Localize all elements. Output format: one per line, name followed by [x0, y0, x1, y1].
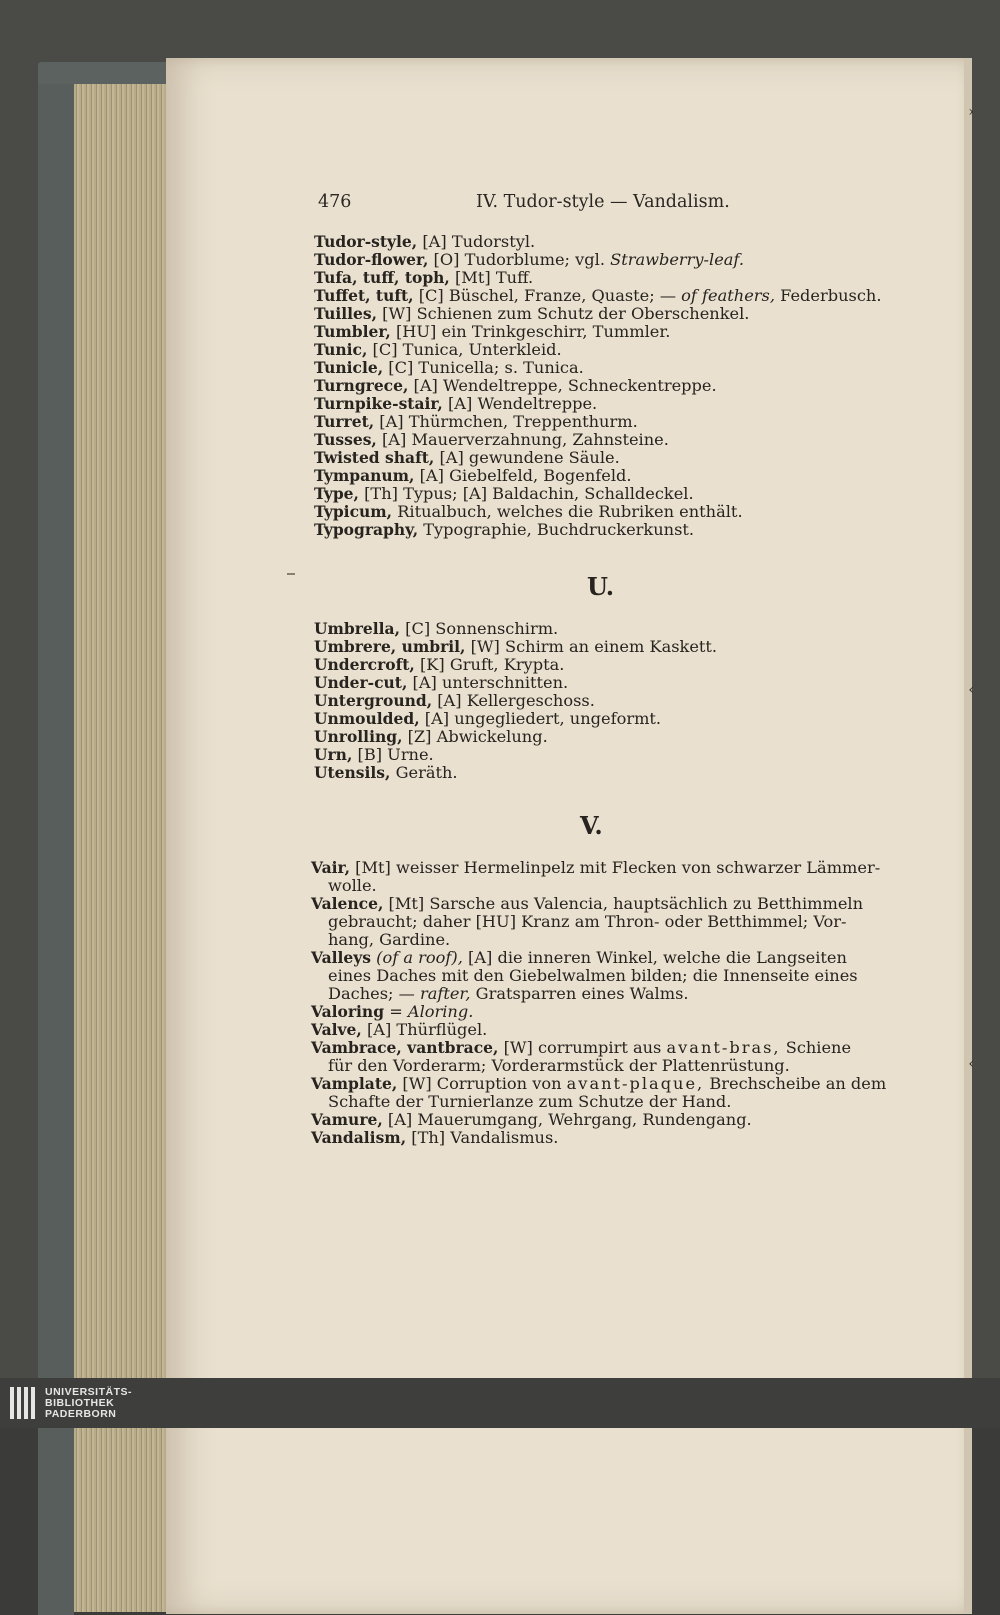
definition: Gratsparren eines Walms.: [470, 984, 689, 1003]
logo-line: PADERBORN: [45, 1407, 117, 1420]
entry-valleys-cont: [311, 985, 886, 1003]
dictionary-entry: [314, 413, 894, 431]
dictionary-entry: [314, 710, 894, 728]
dictionary-entry: [314, 638, 894, 656]
dictionary-entry: [314, 467, 894, 485]
page-number: 476: [318, 192, 352, 212]
margin-mark: [287, 573, 295, 575]
headword: Turnpike-stair,: [314, 394, 443, 413]
definition: [A] Tudorstyl.: [417, 232, 536, 251]
entry-vamplate: [311, 1075, 886, 1093]
italic-term: Strawberry-leaf.: [610, 250, 744, 269]
dictionary-entry: [314, 656, 894, 674]
sub-term: rafter,: [419, 984, 471, 1003]
definition: [A] gewundene Säule.: [434, 448, 620, 467]
definition: [A] die inneren Winkel, welche die Langseiten: [462, 948, 847, 967]
definition: [HU] ein Trinkgeschirr, Tummler.: [390, 322, 671, 341]
dictionary-entry: [314, 485, 894, 503]
section-v-entries: [311, 859, 886, 1147]
dictionary-entry: [314, 287, 894, 305]
definition: [Mt] Sarsche aus Valencia, hauptsächlich zu Betthimmeln: [383, 894, 864, 913]
definition: Geräth.: [390, 763, 458, 782]
headword: Valleys: [311, 948, 372, 967]
definition: Typographie, Buchdruckerkunst.: [418, 520, 695, 539]
spaced-term: avant-plaque,: [566, 1074, 705, 1093]
dictionary-entry: [314, 431, 894, 449]
margin-mark: ›: [968, 104, 974, 120]
headword: Tunicle,: [314, 358, 384, 377]
definition: [K] Gruft, Krypta.: [414, 655, 565, 674]
headword: Tympanum,: [314, 466, 415, 485]
definition: [O] Tudorblume; vgl.: [428, 250, 611, 269]
definition: für den Vorderarm; Vorderarmstück der Plattenrüstung.: [328, 1056, 790, 1075]
margin-mark: ‹: [968, 1056, 974, 1072]
definition: Schiene: [780, 1038, 852, 1057]
usage: (of a roof),: [371, 948, 463, 967]
entry-vamure: [311, 1111, 886, 1129]
headword: Vandalism,: [311, 1128, 407, 1147]
definition: [C] Büschel, Franze, Quaste; —: [413, 286, 682, 305]
definition: Brechscheibe an dem: [704, 1074, 887, 1093]
definition: [A] Wendeltreppe.: [442, 394, 598, 413]
definition: Daches; —: [328, 984, 420, 1003]
definition: [Mt] weisser Hermelinpelz mit Flecken von schwarzer Lämmer-: [349, 858, 881, 877]
definition: [Z] Abwickelung.: [402, 727, 548, 746]
entry-valence: [311, 895, 886, 913]
headword: Unrolling,: [314, 727, 403, 746]
headword: Typicum,: [314, 502, 393, 521]
definition: =: [384, 1002, 408, 1021]
definition: [A] unterschnitten.: [407, 673, 569, 692]
entry-vambrace: [311, 1039, 886, 1057]
letter-heading-u: U.: [587, 572, 615, 601]
dictionary-entry: [314, 503, 894, 521]
logo-line: BIBLIOTHEK: [45, 1396, 115, 1409]
definition: hang, Gardine.: [328, 930, 451, 949]
definition: [Mt] Tuff.: [449, 268, 534, 287]
section-u-entries: [314, 620, 894, 782]
dictionary-entry: [314, 746, 894, 764]
headword: Urn,: [314, 745, 353, 764]
headword: Tuilles,: [314, 304, 378, 323]
dictionary-entry: [314, 521, 894, 539]
dictionary-entry: [314, 692, 894, 710]
headword: Tumbler,: [314, 322, 391, 341]
headword: Turret,: [314, 412, 375, 431]
library-logo-icon: [10, 1387, 35, 1419]
definition: [Th] Typus; [A] Baldachin, Schalldeckel.: [358, 484, 694, 503]
headword: Typography,: [314, 520, 419, 539]
italic-term: of feathers,: [681, 286, 775, 305]
dictionary-entry: [314, 305, 894, 323]
definition: [A] Mauerumgang, Wehrgang, Rundengang.: [382, 1110, 752, 1129]
spaced-term: avant-bras,: [666, 1038, 781, 1057]
dictionary-entry: [314, 449, 894, 467]
headword: Utensils,: [314, 763, 391, 782]
definition: gebraucht; daher [HU] Kranz am Thron- oder Betthimmel; Vor-: [328, 912, 847, 931]
definition: [C] Sonnenschirm.: [400, 619, 559, 638]
entry-valleys-cont: [311, 967, 886, 985]
headword: Umbrere, umbril,: [314, 637, 466, 656]
definition: eines Daches mit den Giebelwalmen bilden; die Innenseite eines: [328, 966, 858, 985]
definition: [W] corrumpirt aus: [498, 1038, 667, 1057]
dictionary-entry: [314, 620, 894, 638]
cross-reference: Aloring.: [407, 1002, 474, 1021]
definition: [A] ungegliedert, ungeformt.: [419, 709, 662, 728]
headword: Under-cut,: [314, 673, 408, 692]
book-cover-corner: [38, 62, 178, 84]
headword: Valve,: [311, 1020, 362, 1039]
headword: Type,: [314, 484, 359, 503]
dictionary-entry: [314, 377, 894, 395]
dictionary-entry: [314, 728, 894, 746]
headword: Valoring: [311, 1002, 385, 1021]
headword: Vamure,: [311, 1110, 383, 1129]
dictionary-entry: [314, 269, 894, 287]
definition: [W] Schienen zum Schutz der Oberschenkel.: [377, 304, 750, 323]
dictionary-entry: [314, 323, 894, 341]
definition: [A] Kellergeschoss.: [432, 691, 595, 710]
headword: Twisted shaft,: [314, 448, 435, 467]
library-logo: [10, 1382, 132, 1424]
headword: Tudor-style,: [314, 232, 418, 251]
definition: [W] Corruption von: [397, 1074, 567, 1093]
entry-valve: [311, 1021, 886, 1039]
library-logo-text: [45, 1387, 132, 1420]
headword: Tusses,: [314, 430, 377, 449]
headword: Unterground,: [314, 691, 433, 710]
entry-valence-cont: [311, 913, 886, 931]
headword: Tudor-flower,: [314, 250, 429, 269]
entry-vandalism: [311, 1129, 886, 1147]
section-t-entries: [314, 233, 894, 539]
headword: Umbrella,: [314, 619, 400, 638]
headword: Vair,: [311, 858, 350, 877]
entry-valoring: [311, 1003, 886, 1021]
entry-valleys: [311, 949, 886, 967]
definition: [Th] Vandalismus.: [406, 1128, 559, 1147]
definition: Federbusch.: [774, 286, 882, 305]
definition: [A] Thürflügel.: [361, 1020, 488, 1039]
headword: Undercroft,: [314, 655, 415, 674]
headword: Vambrace, vantbrace,: [311, 1038, 499, 1057]
headword: Tuffet, tuft,: [314, 286, 414, 305]
headword: Unmoulded,: [314, 709, 420, 728]
headword: Vamplate,: [311, 1074, 398, 1093]
definition: [A] Thürmchen, Treppenthurm.: [374, 412, 638, 431]
headword: Tunic,: [314, 340, 368, 359]
headword: Valence,: [311, 894, 384, 913]
dictionary-entry: [314, 233, 894, 251]
dictionary-entry: [314, 674, 894, 692]
headword: Turngrece,: [314, 376, 409, 395]
definition: [C] Tunicella; s. Tunica.: [383, 358, 584, 377]
entry-vambrace-cont: [311, 1057, 886, 1075]
entry-valence-cont: [311, 931, 886, 949]
headword: Tufa, tuff, toph,: [314, 268, 450, 287]
definition: [W] Schirm an einem Kaskett.: [465, 637, 718, 656]
entry-vair: [311, 859, 886, 877]
definition: [A] Giebelfeld, Bogenfeld.: [414, 466, 632, 485]
letter-heading-v: V.: [580, 811, 603, 840]
margin-mark: ‹: [968, 682, 974, 698]
entry-vamplate-cont: [311, 1093, 886, 1111]
dictionary-entry: [314, 395, 894, 413]
definition: [A] Mauerverzahnung, Zahnsteine.: [376, 430, 669, 449]
definition: [A] Wendeltreppe, Schneckentreppe.: [408, 376, 717, 395]
running-title: IV. Tudor-style — Vandalism.: [476, 192, 730, 212]
definition: [B] Urne.: [352, 745, 434, 764]
definition: wolle.: [328, 876, 377, 895]
definition: Schafte der Turnierlanze zum Schutze der Hand.: [328, 1092, 732, 1111]
logo-line: UNIVERSITÄTS-: [45, 1385, 133, 1398]
dictionary-entry: [314, 359, 894, 377]
definition: [C] Tunica, Unterkleid.: [367, 340, 562, 359]
definition: Ritualbuch, welches die Rubriken enthält.: [392, 502, 743, 521]
dictionary-entry: [314, 764, 894, 782]
entry-vair-cont: [311, 877, 886, 895]
footer-bar: [0, 1378, 1000, 1428]
dictionary-entry: [314, 251, 894, 269]
dictionary-entry: [314, 341, 894, 359]
